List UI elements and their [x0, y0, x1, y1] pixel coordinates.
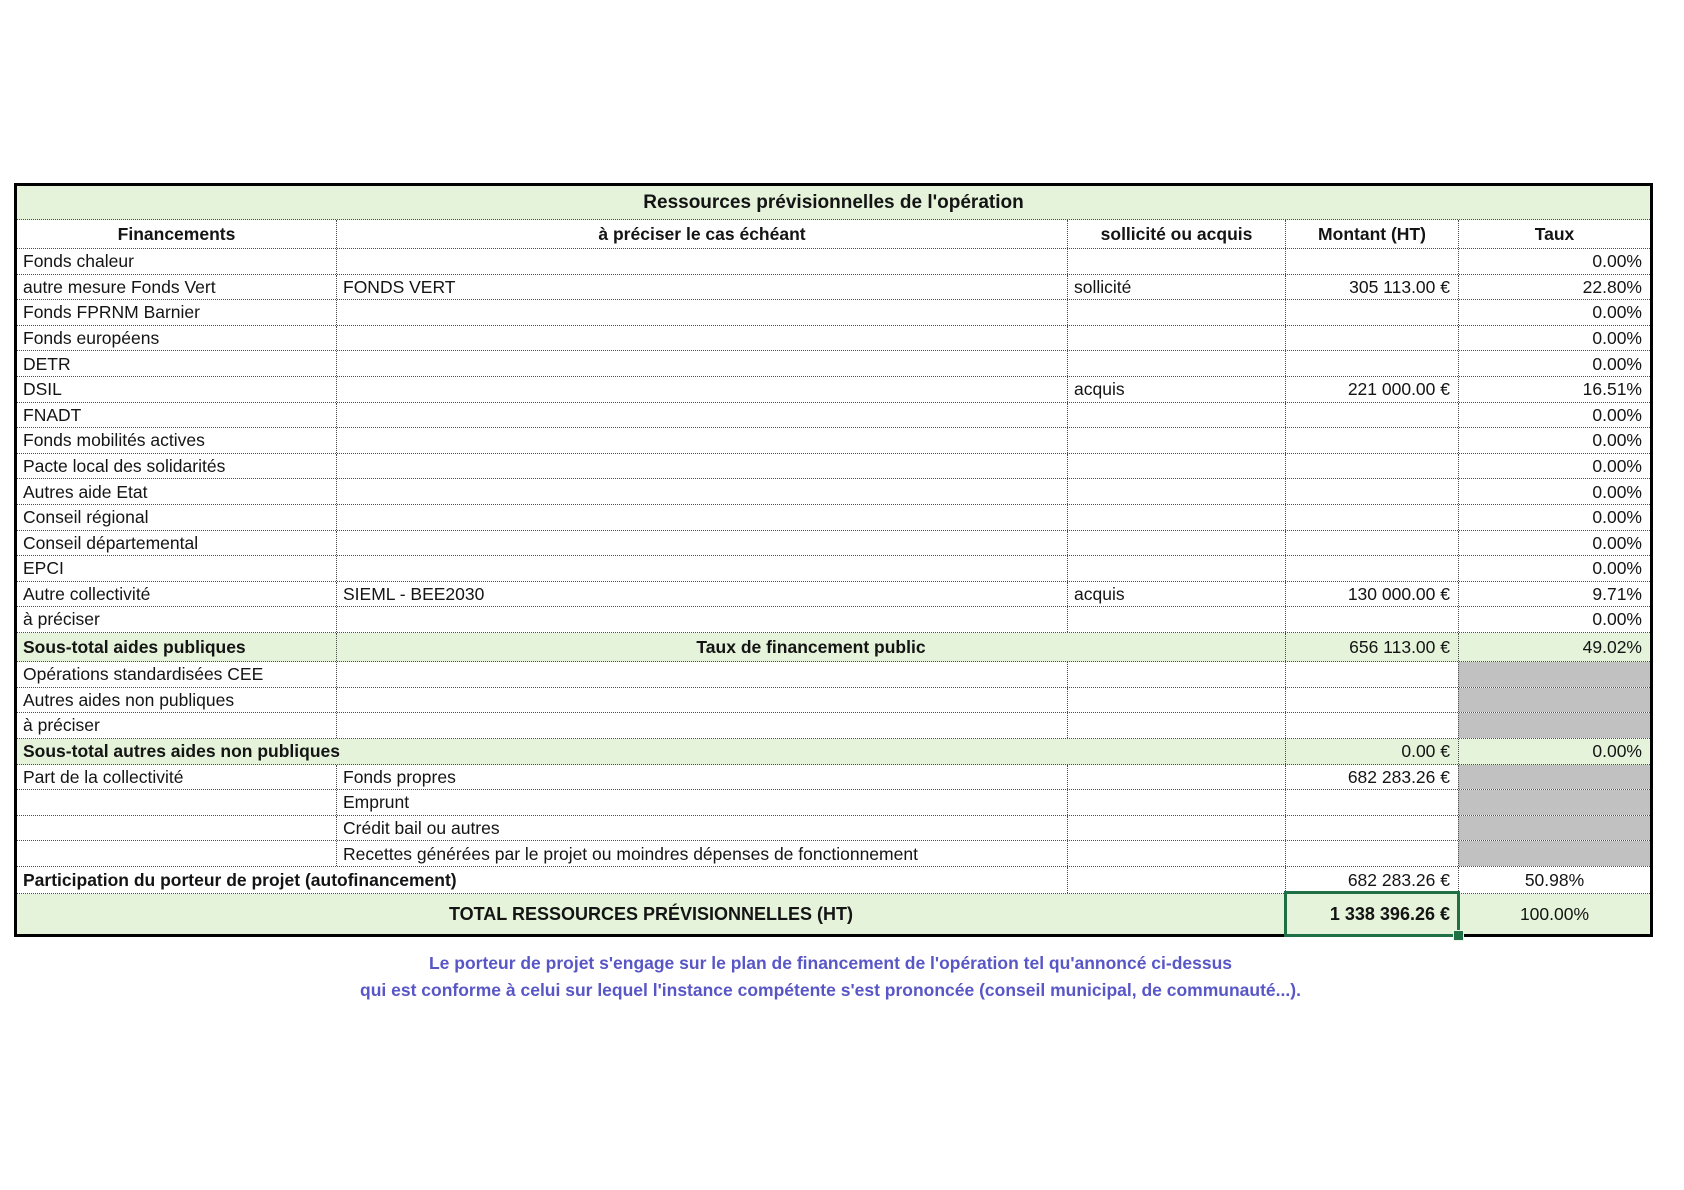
montant-cell[interactable]: 305 113.00 €: [1285, 275, 1458, 300]
taux-cell-blocked: [1458, 688, 1650, 713]
precision-cell[interactable]: [336, 351, 1067, 376]
taux-cell[interactable]: 22.80%: [1458, 275, 1650, 300]
financement-label-cell[interactable]: Conseil départemental: [23, 532, 199, 553]
statut-cell[interactable]: [1067, 662, 1285, 687]
taux-cell[interactable]: 0.00%: [1458, 326, 1650, 351]
precision-cell[interactable]: [336, 688, 1067, 713]
montant-cell[interactable]: 130 000.00 €: [1285, 582, 1458, 607]
financement-label-cell[interactable]: DSIL: [23, 379, 62, 400]
precision-cell[interactable]: Emprunt: [336, 790, 1067, 815]
precision-cell[interactable]: [336, 249, 1067, 274]
total-row: [17, 894, 1650, 934]
taux-cell[interactable]: 0.00%: [1458, 607, 1650, 632]
precision-cell[interactable]: [336, 556, 1067, 581]
engagement-note-line2: qui est conforme à celui sur lequel l'instance compétente s'est prononcée (conseil municipal, de communauté...).: [360, 980, 1301, 1000]
montant-cell[interactable]: [1285, 326, 1458, 351]
montant-cell[interactable]: [1285, 454, 1458, 479]
taux-cell[interactable]: 0.00%: [1458, 505, 1650, 530]
table-row: [17, 816, 1650, 842]
financement-label-cell[interactable]: Opérations standardisées CEE: [23, 664, 264, 685]
precision-cell[interactable]: FONDS VERT: [336, 275, 1067, 300]
table-header-row: [17, 220, 1650, 249]
taux-cell-blocked: [1458, 765, 1650, 790]
col-header-montant[interactable]: Montant (HT): [1285, 220, 1458, 248]
taux-cell[interactable]: 100.00%: [1458, 894, 1650, 934]
statut-cell[interactable]: [1067, 249, 1285, 274]
taux-cell[interactable]: 0.00%: [1458, 300, 1650, 325]
financement-label-cell[interactable]: [17, 790, 336, 815]
table-row: [17, 186, 1650, 220]
statut-cell[interactable]: sollicité: [1067, 275, 1285, 300]
montant-cell[interactable]: [1285, 688, 1458, 713]
financement-label-cell[interactable]: FNADT: [23, 404, 82, 425]
table-row: [17, 790, 1650, 816]
financement-label-cell[interactable]: Pacte local des solidarités: [23, 455, 226, 476]
table-title[interactable]: Ressources prévisionnelles de l'opération: [643, 191, 1024, 213]
total-montant-cell[interactable]: [1285, 894, 1458, 934]
precision-cell[interactable]: Crédit bail ou autres: [336, 816, 1067, 841]
subtotal-public-row: [17, 633, 1650, 662]
precision-cell[interactable]: [336, 662, 1067, 687]
subtotal-public-label-cell[interactable]: Sous-total aides publiques: [23, 636, 246, 657]
montant-cell[interactable]: 656 113.00 €: [1285, 633, 1458, 661]
montant-cell[interactable]: [1285, 531, 1458, 556]
precision-cell[interactable]: [336, 377, 1067, 402]
taux-cell[interactable]: 0.00%: [1458, 428, 1650, 453]
montant-cell[interactable]: 221 000.00 €: [1285, 377, 1458, 402]
taux-cell[interactable]: 0.00%: [1458, 739, 1650, 764]
statut-cell[interactable]: [1067, 867, 1285, 893]
table-row: [17, 765, 1650, 791]
precision-cell[interactable]: [336, 505, 1067, 530]
taux-cell[interactable]: 0.00%: [1458, 403, 1650, 428]
table-row: [17, 531, 1650, 557]
table-row: [17, 377, 1650, 403]
statut-cell[interactable]: [1067, 351, 1285, 376]
montant-cell[interactable]: [1285, 505, 1458, 530]
financement-label-cell[interactable]: Fonds chaleur: [23, 251, 134, 272]
statut-cell[interactable]: acquis: [1067, 582, 1285, 607]
montant-cell[interactable]: [1285, 428, 1458, 453]
precision-cell[interactable]: [336, 479, 1067, 504]
table-row: [17, 662, 1650, 688]
statut-cell[interactable]: [1067, 505, 1285, 530]
table-row: [17, 688, 1650, 714]
table-row: [17, 454, 1650, 480]
statut-cell[interactable]: [1067, 841, 1285, 866]
financement-label-cell[interactable]: Autres aide Etat: [23, 481, 148, 502]
montant-cell[interactable]: [1285, 607, 1458, 632]
table-row: [17, 249, 1650, 275]
montant-cell[interactable]: [1285, 556, 1458, 581]
financement-label-cell[interactable]: à préciser: [23, 715, 100, 736]
taux-cell[interactable]: 9.71%: [1458, 582, 1650, 607]
montant-cell[interactable]: [1285, 300, 1458, 325]
statut-cell[interactable]: [1067, 326, 1285, 351]
financement-label-cell[interactable]: Fonds FPRNM Barnier: [23, 302, 200, 323]
montant-cell[interactable]: [1285, 662, 1458, 687]
table-row: [17, 428, 1650, 454]
statut-cell[interactable]: acquis: [1067, 377, 1285, 402]
table-row: [17, 582, 1650, 608]
precision-cell[interactable]: [336, 713, 1067, 738]
table-row: [17, 607, 1650, 633]
taux-cell[interactable]: 49.02%: [1458, 633, 1650, 661]
statut-cell[interactable]: [1067, 479, 1285, 504]
precision-cell[interactable]: [336, 531, 1067, 556]
statut-cell[interactable]: [1067, 765, 1285, 790]
financement-label-cell[interactable]: autre mesure Fonds Vert: [23, 276, 216, 297]
financement-label-cell[interactable]: Conseil régional: [23, 507, 149, 528]
precision-cell[interactable]: [336, 300, 1067, 325]
engagement-note: [14, 950, 1647, 1004]
financement-label-cell[interactable]: EPCI: [23, 558, 64, 579]
financement-label-cell[interactable]: Autre collectivité: [23, 583, 151, 604]
montant-cell[interactable]: [1285, 249, 1458, 274]
taux-cell-blocked: [1458, 713, 1650, 738]
montant-cell[interactable]: [1285, 713, 1458, 738]
table-row: [17, 713, 1650, 739]
table-row: [17, 841, 1650, 867]
montant-cell[interactable]: [1285, 816, 1458, 841]
statut-cell[interactable]: [1067, 713, 1285, 738]
taux-cell[interactable]: 0.00%: [1458, 479, 1650, 504]
financement-label-cell[interactable]: Fonds européens: [23, 327, 160, 348]
financement-label-cell[interactable]: Fonds mobilités actives: [23, 430, 205, 451]
financement-label-cell[interactable]: à préciser: [23, 609, 100, 630]
financing-table: [14, 183, 1653, 937]
montant-cell[interactable]: [1285, 351, 1458, 376]
total-montant-value: 1 338 396.26 €: [1329, 903, 1450, 924]
financement-label-cell[interactable]: Autres aides non publiques: [23, 689, 235, 710]
montant-cell[interactable]: 682 283.26 €: [1285, 867, 1458, 893]
montant-cell[interactable]: [1285, 479, 1458, 504]
taux-cell[interactable]: 0.00%: [1458, 556, 1650, 581]
statut-cell[interactable]: [1067, 300, 1285, 325]
precision-cell[interactable]: SIEML - BEE2030: [336, 582, 1067, 607]
taux-cell[interactable]: 0.00%: [1458, 249, 1650, 274]
montant-cell[interactable]: 0.00 €: [1285, 739, 1458, 764]
montant-cell[interactable]: [1285, 403, 1458, 428]
table-row: [17, 556, 1650, 582]
financement-label-cell[interactable]: DETR: [23, 353, 71, 374]
taux-cell-blocked: [1458, 790, 1650, 815]
taux-cell[interactable]: 0.00%: [1458, 454, 1650, 479]
statut-cell[interactable]: [1067, 403, 1285, 428]
financement-label-cell[interactable]: Part de la collectivité: [23, 766, 184, 787]
participation-label-cell[interactable]: Participation du porteur de projet (autofinancement): [23, 869, 457, 890]
fill-handle[interactable]: [1453, 930, 1464, 941]
col-header-taux[interactable]: Taux: [1458, 220, 1650, 248]
financement-label-cell[interactable]: [17, 816, 336, 841]
precision-cell[interactable]: [336, 326, 1067, 351]
statut-cell[interactable]: [1067, 607, 1285, 632]
taux-financement-public-cell[interactable]: Taux de financement public: [336, 633, 1285, 661]
table-row: [17, 275, 1650, 301]
precision-cell[interactable]: Recettes générées par le projet ou moindres dépenses de fonctionnement: [336, 841, 1067, 866]
montant-cell[interactable]: 682 283.26 €: [1285, 765, 1458, 790]
taux-cell[interactable]: 0.00%: [1458, 351, 1650, 376]
precision-cell[interactable]: [336, 428, 1067, 453]
taux-cell-blocked: [1458, 816, 1650, 841]
statut-cell[interactable]: [1067, 790, 1285, 815]
taux-cell[interactable]: 50.98%: [1458, 867, 1650, 893]
precision-cell[interactable]: [336, 403, 1067, 428]
statut-cell[interactable]: [1067, 816, 1285, 841]
precision-cell[interactable]: Fonds propres: [336, 765, 1067, 790]
financement-label-cell[interactable]: [17, 841, 336, 866]
table-row: [17, 505, 1650, 531]
table-row: [17, 300, 1650, 326]
table-row: [17, 351, 1650, 377]
statut-cell[interactable]: [1067, 531, 1285, 556]
taux-cell[interactable]: 16.51%: [1458, 377, 1650, 402]
taux-cell-blocked: [1458, 841, 1650, 866]
statut-cell[interactable]: [1067, 428, 1285, 453]
statut-cell[interactable]: [1067, 688, 1285, 713]
taux-cell-blocked: [1458, 662, 1650, 687]
taux-cell[interactable]: 0.00%: [1458, 531, 1650, 556]
montant-cell[interactable]: [1285, 790, 1458, 815]
col-header-financements[interactable]: Financements: [117, 223, 236, 244]
subtotal-non-public-label-cell[interactable]: Sous-total autres aides non publiques: [23, 741, 340, 762]
precision-cell[interactable]: [336, 607, 1067, 632]
participation-row: [17, 867, 1650, 894]
table-row: [17, 479, 1650, 505]
subtotal-non-public-row: [17, 739, 1650, 765]
table-row: [17, 326, 1650, 352]
statut-cell[interactable]: [1067, 556, 1285, 581]
montant-cell[interactable]: [1285, 841, 1458, 866]
table-row: [17, 403, 1650, 429]
col-header-statut[interactable]: sollicité ou acquis: [1067, 220, 1285, 248]
statut-cell[interactable]: [1067, 454, 1285, 479]
col-header-precision[interactable]: à préciser le cas échéant: [336, 220, 1067, 248]
engagement-note-line1: Le porteur de projet s'engage sur le plan de financement de l'opération tel qu'annoncé ci-dessus: [428, 953, 1233, 973]
precision-cell[interactable]: [336, 454, 1067, 479]
total-label-cell[interactable]: TOTAL RESSOURCES PRÉVISIONNELLES (HT): [448, 903, 854, 924]
